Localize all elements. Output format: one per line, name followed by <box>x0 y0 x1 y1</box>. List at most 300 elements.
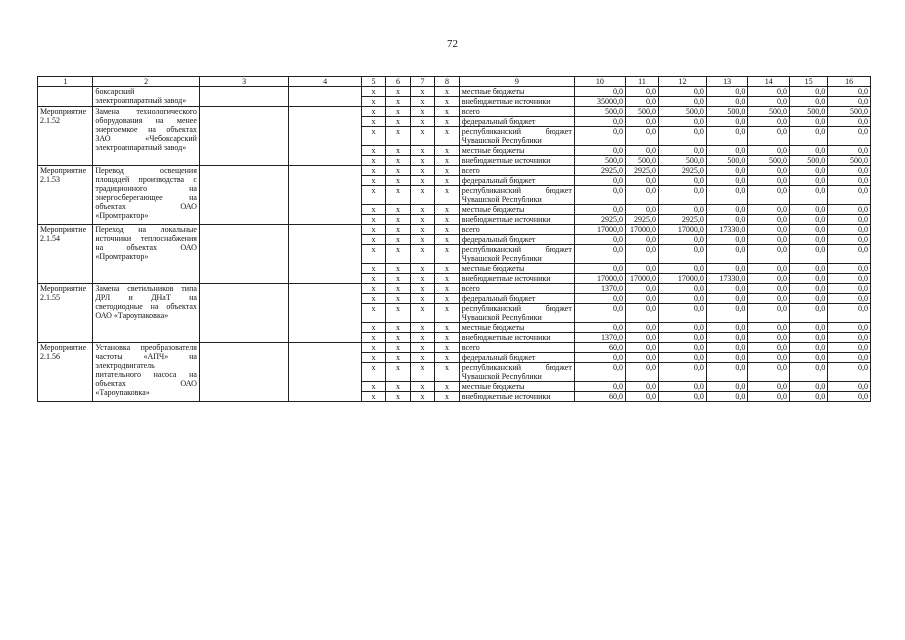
value-cell: 0,0 <box>706 323 748 333</box>
mark-cell: x <box>410 343 435 353</box>
mark-cell: x <box>435 333 460 343</box>
value-cell: 0,0 <box>706 304 748 323</box>
value-cell: 2925,0 <box>658 215 706 225</box>
mark-cell: x <box>361 284 386 294</box>
mark-cell: x <box>386 156 411 166</box>
value-cell: 0,0 <box>658 323 706 333</box>
mark-cell: x <box>386 205 411 215</box>
value-cell: 0,0 <box>828 353 871 363</box>
source-cell: республиканский бюджет Чувашской Республики <box>459 245 574 264</box>
mark-cell: x <box>410 245 435 264</box>
value-cell: 0,0 <box>828 363 871 382</box>
mark-cell: x <box>361 107 386 117</box>
value-cell: 0,0 <box>789 392 827 402</box>
value-cell: 0,0 <box>828 205 871 215</box>
executor-cell <box>199 87 288 107</box>
value-cell: 0,0 <box>625 186 658 205</box>
mark-cell: x <box>361 127 386 146</box>
measure-description: Установка преобразователя частоты «АПЧ» на электродвигатель питательного насоса на объектах ОАО «Тароупаковка» <box>93 343 200 402</box>
value-cell: 0,0 <box>789 274 827 284</box>
value-cell: 0,0 <box>625 333 658 343</box>
value-cell: 0,0 <box>625 304 658 323</box>
value-cell: 0,0 <box>789 117 827 127</box>
value-cell: 0,0 <box>748 225 790 235</box>
measure-description: Замена светильников типа ДРЛ и ДНаТ на светодиодные на объектах ОАО «Тароупаковка» <box>93 284 200 343</box>
executor-cell <box>199 284 288 343</box>
source-cell: федеральный бюджет <box>459 353 574 363</box>
header-cell: 13 <box>706 77 748 87</box>
value-cell: 0,0 <box>789 235 827 245</box>
value-cell: 500,0 <box>748 156 790 166</box>
value-cell: 0,0 <box>706 343 748 353</box>
mark-cell: x <box>410 166 435 176</box>
mark-cell: x <box>386 97 411 107</box>
mark-cell: x <box>361 304 386 323</box>
header-cell: 10 <box>574 77 625 87</box>
mark-cell: x <box>386 392 411 402</box>
value-cell: 0,0 <box>828 97 871 107</box>
mark-cell: x <box>410 146 435 156</box>
mark-cell: x <box>386 87 411 97</box>
value-cell: 0,0 <box>789 333 827 343</box>
value-cell: 0,0 <box>789 245 827 264</box>
value-cell: 0,0 <box>828 323 871 333</box>
mark-cell: x <box>386 166 411 176</box>
value-cell: 0,0 <box>828 333 871 343</box>
header-cell: 2 <box>93 77 200 87</box>
value-cell: 500,0 <box>574 107 625 117</box>
value-cell: 0,0 <box>789 323 827 333</box>
source-cell: местные бюджеты <box>459 205 574 215</box>
value-cell: 0,0 <box>574 186 625 205</box>
mark-cell: x <box>386 215 411 225</box>
value-cell: 0,0 <box>706 333 748 343</box>
mark-cell: x <box>386 382 411 392</box>
value-cell: 0,0 <box>789 176 827 186</box>
mark-cell: x <box>361 215 386 225</box>
value-cell: 0,0 <box>748 343 790 353</box>
value-cell: 0,0 <box>625 294 658 304</box>
value-cell: 0,0 <box>828 392 871 402</box>
mark-cell: x <box>435 166 460 176</box>
value-cell: 500,0 <box>706 156 748 166</box>
code-cell <box>289 87 361 107</box>
header-cell: 7 <box>410 77 435 87</box>
mark-cell: x <box>386 245 411 264</box>
mark-cell: x <box>410 333 435 343</box>
mark-cell: x <box>361 235 386 245</box>
measure-id <box>38 87 93 107</box>
mark-cell: x <box>435 156 460 166</box>
value-cell: 0,0 <box>828 117 871 127</box>
value-cell: 0,0 <box>625 97 658 107</box>
measure-description: Переход на локальные источники теплоснабжения на объектах ОАО «Промтрактор» <box>93 225 200 284</box>
value-cell: 0,0 <box>748 304 790 323</box>
value-cell: 0,0 <box>828 215 871 225</box>
value-cell: 0,0 <box>625 127 658 146</box>
value-cell: 0,0 <box>789 294 827 304</box>
measure-id: Мероприятие 2.1.56 <box>38 343 93 402</box>
value-cell: 0,0 <box>789 127 827 146</box>
value-cell: 0,0 <box>574 353 625 363</box>
source-cell: всего <box>459 166 574 176</box>
value-cell: 0,0 <box>658 245 706 264</box>
value-cell: 0,0 <box>706 87 748 97</box>
mark-cell: x <box>435 225 460 235</box>
value-cell: 2925,0 <box>658 166 706 176</box>
value-cell: 0,0 <box>748 363 790 382</box>
value-cell: 0,0 <box>574 235 625 245</box>
mark-cell: x <box>361 166 386 176</box>
source-cell: внебюджетные источники <box>459 274 574 284</box>
value-cell: 0,0 <box>748 186 790 205</box>
value-cell: 0,0 <box>658 186 706 205</box>
value-cell: 0,0 <box>828 382 871 392</box>
value-cell: 0,0 <box>748 284 790 294</box>
value-cell: 17330,0 <box>706 225 748 235</box>
value-cell: 0,0 <box>828 127 871 146</box>
mark-cell: x <box>410 353 435 363</box>
mark-cell: x <box>410 225 435 235</box>
executor-cell <box>199 107 288 166</box>
value-cell: 0,0 <box>748 323 790 333</box>
value-cell: 500,0 <box>828 107 871 117</box>
value-cell: 0,0 <box>706 382 748 392</box>
mark-cell: x <box>361 343 386 353</box>
value-cell: 17000,0 <box>625 274 658 284</box>
mark-cell: x <box>361 146 386 156</box>
mark-cell: x <box>410 274 435 284</box>
mark-cell: x <box>410 284 435 294</box>
value-cell: 0,0 <box>658 87 706 97</box>
measure-id: Мероприятие 2.1.55 <box>38 284 93 343</box>
value-cell: 500,0 <box>706 107 748 117</box>
value-cell: 0,0 <box>748 382 790 392</box>
value-cell: 2925,0 <box>574 215 625 225</box>
value-cell: 0,0 <box>748 205 790 215</box>
mark-cell: x <box>435 264 460 274</box>
mark-cell: x <box>410 264 435 274</box>
value-cell: 0,0 <box>658 117 706 127</box>
source-cell: федеральный бюджет <box>459 176 574 186</box>
value-cell: 0,0 <box>658 235 706 245</box>
value-cell: 0,0 <box>658 333 706 343</box>
mark-cell: x <box>435 235 460 245</box>
value-cell: 0,0 <box>789 363 827 382</box>
header-cell: 15 <box>789 77 827 87</box>
source-cell: местные бюджеты <box>459 323 574 333</box>
value-cell: 0,0 <box>828 274 871 284</box>
mark-cell: x <box>435 382 460 392</box>
executor-cell <box>199 225 288 284</box>
mark-cell: x <box>410 363 435 382</box>
value-cell: 1370,0 <box>574 284 625 294</box>
value-cell: 0,0 <box>706 176 748 186</box>
value-cell: 0,0 <box>625 205 658 215</box>
source-cell: республиканский бюджет Чувашской Республики <box>459 304 574 323</box>
value-cell: 500,0 <box>625 107 658 117</box>
value-cell: 0,0 <box>658 264 706 274</box>
value-cell: 0,0 <box>574 205 625 215</box>
mark-cell: x <box>386 264 411 274</box>
value-cell: 0,0 <box>706 392 748 402</box>
executor-cell <box>199 343 288 402</box>
mark-cell: x <box>386 353 411 363</box>
value-cell: 0,0 <box>658 284 706 294</box>
mark-cell: x <box>410 117 435 127</box>
source-cell: местные бюджеты <box>459 146 574 156</box>
value-cell: 0,0 <box>828 343 871 353</box>
value-cell: 0,0 <box>748 176 790 186</box>
value-cell: 0,0 <box>748 392 790 402</box>
value-cell: 0,0 <box>828 264 871 274</box>
header-cell: 6 <box>386 77 411 87</box>
mark-cell: x <box>435 284 460 294</box>
table-row <box>38 343 871 353</box>
value-cell: 0,0 <box>706 146 748 156</box>
value-cell: 0,0 <box>748 235 790 245</box>
value-cell: 0,0 <box>706 127 748 146</box>
value-cell: 0,0 <box>789 264 827 274</box>
value-cell: 0,0 <box>574 245 625 264</box>
table-row <box>38 284 871 294</box>
executor-cell <box>199 166 288 225</box>
mark-cell: x <box>410 382 435 392</box>
value-cell: 0,0 <box>658 127 706 146</box>
source-cell: местные бюджеты <box>459 264 574 274</box>
source-cell: местные бюджеты <box>459 382 574 392</box>
mark-cell: x <box>435 323 460 333</box>
value-cell: 0,0 <box>789 166 827 176</box>
value-cell: 0,0 <box>828 235 871 245</box>
mark-cell: x <box>410 205 435 215</box>
value-cell: 0,0 <box>625 382 658 392</box>
value-cell: 500,0 <box>789 156 827 166</box>
mark-cell: x <box>435 343 460 353</box>
table-row <box>38 166 871 176</box>
value-cell: 0,0 <box>706 97 748 107</box>
mark-cell: x <box>435 363 460 382</box>
measure-description: Перевод освещения площадей производства с традиционного на энергосберегающее на объектах ОАО «Промтрактор» <box>93 166 200 225</box>
mark-cell: x <box>386 274 411 284</box>
header-cell: 5 <box>361 77 386 87</box>
source-cell: внебюджетные источники <box>459 392 574 402</box>
value-cell: 0,0 <box>574 382 625 392</box>
value-cell: 500,0 <box>748 107 790 117</box>
value-cell: 0,0 <box>658 353 706 363</box>
mark-cell: x <box>386 117 411 127</box>
value-cell: 0,0 <box>658 304 706 323</box>
value-cell: 0,0 <box>828 146 871 156</box>
mark-cell: x <box>386 127 411 146</box>
source-cell: внебюджетные источники <box>459 333 574 343</box>
value-cell: 0,0 <box>748 146 790 156</box>
mark-cell: x <box>410 176 435 186</box>
value-cell: 0,0 <box>658 294 706 304</box>
value-cell: 17000,0 <box>574 225 625 235</box>
mark-cell: x <box>386 225 411 235</box>
source-cell: республиканский бюджет Чувашской Республики <box>459 363 574 382</box>
value-cell: 0,0 <box>574 117 625 127</box>
value-cell: 500,0 <box>574 156 625 166</box>
mark-cell: x <box>361 323 386 333</box>
value-cell: 500,0 <box>658 107 706 117</box>
value-cell: 0,0 <box>625 353 658 363</box>
table-row <box>38 107 871 117</box>
header-cell: 3 <box>199 77 288 87</box>
value-cell: 0,0 <box>625 284 658 294</box>
mark-cell: x <box>386 343 411 353</box>
value-cell: 0,0 <box>828 166 871 176</box>
mark-cell: x <box>410 87 435 97</box>
value-cell: 17000,0 <box>658 274 706 284</box>
value-cell: 17000,0 <box>574 274 625 284</box>
value-cell: 0,0 <box>658 392 706 402</box>
header-cell: 8 <box>435 77 460 87</box>
mark-cell: x <box>361 333 386 343</box>
value-cell: 0,0 <box>789 353 827 363</box>
value-cell: 0,0 <box>574 176 625 186</box>
mark-cell: x <box>361 186 386 205</box>
value-cell: 0,0 <box>748 353 790 363</box>
measure-id: Мероприятие 2.1.52 <box>38 107 93 166</box>
code-cell <box>289 225 361 284</box>
value-cell: 0,0 <box>658 205 706 215</box>
value-cell: 0,0 <box>574 127 625 146</box>
value-cell: 0,0 <box>789 146 827 156</box>
mark-cell: x <box>435 107 460 117</box>
value-cell: 0,0 <box>789 87 827 97</box>
value-cell: 0,0 <box>789 215 827 225</box>
mark-cell: x <box>361 176 386 186</box>
mark-cell: x <box>410 186 435 205</box>
measure-description: боксарский электроаппаратный завод» <box>93 87 200 107</box>
mark-cell: x <box>361 225 386 235</box>
value-cell: 35000,0 <box>574 97 625 107</box>
value-cell: 0,0 <box>625 323 658 333</box>
header-row <box>38 77 871 87</box>
funding-table <box>37 76 871 402</box>
header-cell: 14 <box>748 77 790 87</box>
mark-cell: x <box>435 87 460 97</box>
value-cell: 0,0 <box>658 363 706 382</box>
mark-cell: x <box>435 176 460 186</box>
mark-cell: x <box>410 304 435 323</box>
mark-cell: x <box>386 186 411 205</box>
mark-cell: x <box>386 146 411 156</box>
mark-cell: x <box>435 117 460 127</box>
value-cell: 0,0 <box>625 392 658 402</box>
value-cell: 0,0 <box>625 363 658 382</box>
value-cell: 0,0 <box>748 215 790 225</box>
value-cell: 60,0 <box>574 392 625 402</box>
mark-cell: x <box>386 323 411 333</box>
value-cell: 0,0 <box>625 87 658 97</box>
value-cell: 0,0 <box>706 363 748 382</box>
value-cell: 0,0 <box>789 186 827 205</box>
value-cell: 0,0 <box>706 353 748 363</box>
value-cell: 0,0 <box>574 87 625 97</box>
table-row <box>38 87 871 97</box>
mark-cell: x <box>435 353 460 363</box>
value-cell: 0,0 <box>828 304 871 323</box>
value-cell: 0,0 <box>789 284 827 294</box>
value-cell: 500,0 <box>828 156 871 166</box>
value-cell: 0,0 <box>789 304 827 323</box>
value-cell: 0,0 <box>706 215 748 225</box>
value-cell: 60,0 <box>574 343 625 353</box>
mark-cell: x <box>410 127 435 146</box>
value-cell: 0,0 <box>748 333 790 343</box>
source-cell: всего <box>459 225 574 235</box>
value-cell: 0,0 <box>625 343 658 353</box>
value-cell: 17000,0 <box>658 225 706 235</box>
header-cell: 1 <box>38 77 93 87</box>
page-number: 72 <box>447 38 458 50</box>
value-cell: 0,0 <box>658 343 706 353</box>
mark-cell: x <box>435 215 460 225</box>
mark-cell: x <box>361 382 386 392</box>
value-cell: 0,0 <box>625 245 658 264</box>
header-cell: 16 <box>828 77 871 87</box>
measure-id: Мероприятие 2.1.53 <box>38 166 93 225</box>
value-cell: 0,0 <box>574 294 625 304</box>
mark-cell: x <box>410 235 435 245</box>
mark-cell: x <box>361 245 386 264</box>
mark-cell: x <box>361 392 386 402</box>
value-cell: 0,0 <box>789 343 827 353</box>
header-cell: 12 <box>658 77 706 87</box>
value-cell: 0,0 <box>625 117 658 127</box>
value-cell: 0,0 <box>574 146 625 156</box>
source-cell: республиканский бюджет Чувашской Республики <box>459 186 574 205</box>
value-cell: 0,0 <box>706 186 748 205</box>
mark-cell: x <box>435 245 460 264</box>
mark-cell: x <box>386 363 411 382</box>
mark-cell: x <box>435 97 460 107</box>
source-cell: федеральный бюджет <box>459 294 574 304</box>
source-cell: внебюджетные источники <box>459 156 574 166</box>
value-cell: 0,0 <box>574 264 625 274</box>
mark-cell: x <box>435 186 460 205</box>
value-cell: 0,0 <box>789 205 827 215</box>
code-cell <box>289 107 361 166</box>
value-cell: 0,0 <box>625 146 658 156</box>
value-cell: 0,0 <box>748 166 790 176</box>
value-cell: 17330,0 <box>706 274 748 284</box>
mark-cell: x <box>361 363 386 382</box>
value-cell: 0,0 <box>625 235 658 245</box>
source-cell: федеральный бюджет <box>459 117 574 127</box>
value-cell: 0,0 <box>828 294 871 304</box>
value-cell: 0,0 <box>706 284 748 294</box>
mark-cell: x <box>361 87 386 97</box>
source-cell: внебюджетные источники <box>459 215 574 225</box>
value-cell: 0,0 <box>748 245 790 264</box>
mark-cell: x <box>361 117 386 127</box>
mark-cell: x <box>386 176 411 186</box>
source-cell: республиканский бюджет Чувашской Республики <box>459 127 574 146</box>
value-cell: 0,0 <box>706 205 748 215</box>
mark-cell: x <box>435 304 460 323</box>
mark-cell: x <box>410 323 435 333</box>
mark-cell: x <box>435 294 460 304</box>
value-cell: 0,0 <box>789 382 827 392</box>
mark-cell: x <box>361 264 386 274</box>
value-cell: 0,0 <box>828 176 871 186</box>
value-cell: 0,0 <box>706 264 748 274</box>
value-cell: 1370,0 <box>574 333 625 343</box>
